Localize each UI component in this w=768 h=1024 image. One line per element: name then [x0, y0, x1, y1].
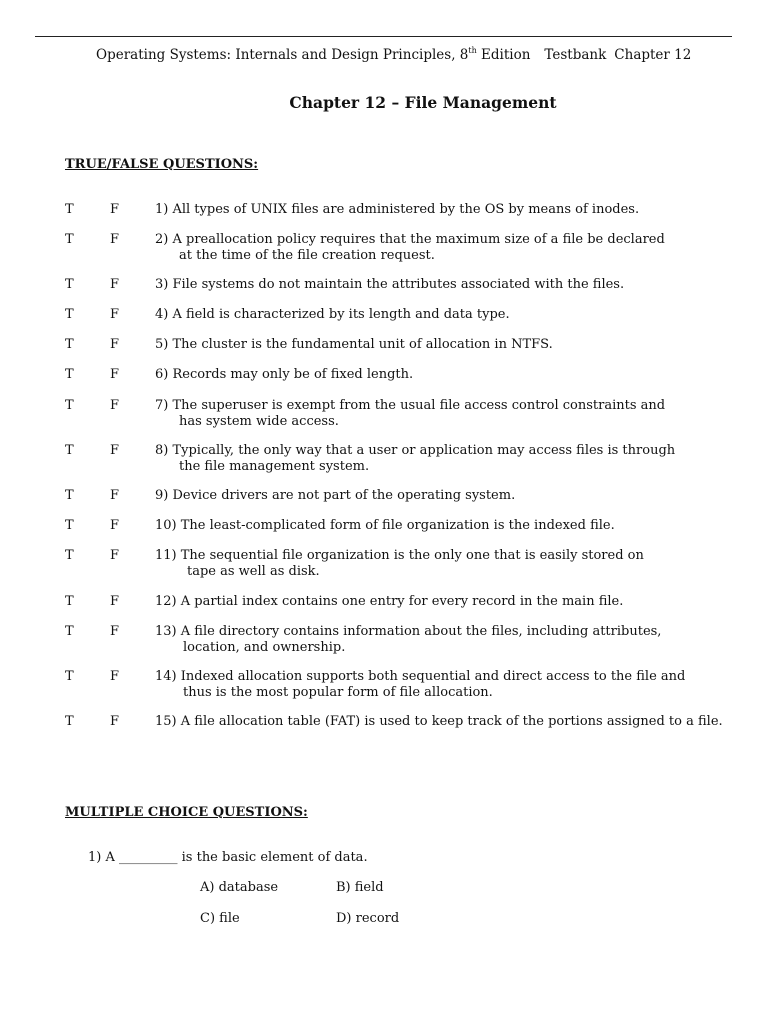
header-testbank: Testbank — [544, 47, 607, 63]
true-option[interactable]: T — [65, 443, 74, 458]
tf-question-line: 9) Device drivers are not part of the operating system. — [155, 488, 516, 503]
false-option[interactable]: F — [110, 669, 120, 684]
true-option[interactable]: T — [65, 594, 74, 609]
false-option[interactable]: F — [110, 367, 120, 382]
header-rule — [35, 36, 732, 37]
tf-question-line-continued: the file management system. — [179, 459, 370, 474]
tf-question-text — [155, 277, 725, 292]
tf-question-line: 6) Records may only be of fixed length. — [155, 367, 414, 382]
mc-section-heading: MULTIPLE CHOICE QUESTIONS: — [65, 805, 308, 820]
tf-question-text — [155, 202, 725, 217]
tf-question-line: 8) Typically, the only way that a user or application may access files is through — [155, 443, 676, 458]
false-option[interactable]: F — [110, 337, 120, 352]
true-option[interactable]: T — [65, 337, 74, 352]
true-option[interactable]: T — [65, 669, 74, 684]
page-title: Chapter 12 – File Management — [289, 93, 557, 112]
mc-option-d: D) record — [336, 911, 400, 926]
tf-question-line-continued: at the time of the file creation request. — [179, 248, 435, 263]
false-option[interactable]: F — [110, 232, 120, 247]
tf-question-text — [155, 337, 725, 352]
false-option[interactable]: F — [110, 518, 120, 533]
tf-question-line: 5) The cluster is the fundamental unit of allocation in NTFS. — [155, 337, 553, 352]
false-option[interactable]: F — [110, 398, 120, 413]
mc-option-b: B) field — [336, 880, 384, 895]
tf-question-text — [155, 488, 725, 503]
header-book-title: Operating Systems: Internals and Design Principles, 8 — [96, 47, 469, 63]
header-edition: Edition — [476, 47, 531, 63]
tf-question-text — [155, 367, 725, 382]
tf-question-text — [155, 594, 725, 609]
true-option[interactable]: T — [65, 398, 74, 413]
false-option[interactable]: F — [110, 594, 120, 609]
tf-question-line: 15) A file allocation table (FAT) is used to keep track of the portions assigned to a file. — [155, 714, 723, 729]
false-option[interactable]: F — [110, 277, 120, 292]
tf-question-line-continued: tape as well as disk. — [187, 564, 320, 579]
false-option[interactable]: F — [110, 202, 120, 217]
tf-question-line: 11) The sequential file organization is the only one that is easily stored on — [155, 548, 644, 563]
tf-question-text — [155, 624, 725, 655]
mc-option-a: A) database — [200, 880, 279, 895]
tf-question-line-continued: location, and ownership. — [183, 640, 346, 655]
true-option[interactable]: T — [65, 232, 74, 247]
false-option[interactable]: F — [110, 548, 120, 563]
true-option[interactable]: T — [65, 277, 74, 292]
true-option[interactable]: T — [65, 624, 74, 639]
true-option[interactable]: T — [65, 367, 74, 382]
header-edition-sup: th — [468, 46, 477, 55]
tf-question-line: 13) A file directory contains information about the files, including attributes, — [155, 624, 662, 639]
true-option[interactable]: T — [65, 202, 74, 217]
tf-question-text — [155, 307, 725, 322]
false-option[interactable]: F — [110, 307, 120, 322]
false-option[interactable]: F — [110, 624, 120, 639]
true-option[interactable]: T — [65, 307, 74, 322]
true-option[interactable]: T — [65, 714, 74, 729]
tf-question-text — [155, 669, 725, 700]
running-header — [96, 47, 691, 63]
true-option[interactable]: T — [65, 548, 74, 563]
true-option[interactable]: T — [65, 488, 74, 503]
tf-question-text — [155, 398, 725, 429]
tf-question-text — [155, 443, 725, 474]
tf-section-heading: TRUE/FALSE QUESTIONS: — [65, 157, 259, 172]
tf-question-text — [155, 714, 725, 729]
true-option[interactable]: T — [65, 518, 74, 533]
tf-question-line: 2) A preallocation policy requires that the maximum size of a file be declared — [155, 232, 665, 247]
tf-question-line: 10) The least-complicated form of file organization is the indexed file. — [155, 518, 615, 533]
tf-question-text — [155, 518, 725, 533]
tf-question-text — [155, 548, 725, 579]
tf-question-line: 12) A partial index contains one entry for every record in the main file. — [155, 594, 624, 609]
tf-question-line-continued: thus is the most popular form of file allocation. — [183, 685, 493, 700]
tf-question-line: 14) Indexed allocation supports both sequential and direct access to the file and — [155, 669, 686, 684]
tf-question-line: 1) All types of UNIX files are administered by the OS by means of inodes. — [155, 202, 640, 217]
tf-question-line: 4) A field is characterized by its length and data type. — [155, 307, 510, 322]
tf-question-line-continued: has system wide access. — [179, 414, 339, 429]
mc-question-1: 1) A _________ is the basic element of data. — [88, 850, 368, 865]
tf-question-line: 7) The superuser is exempt from the usual file access control constraints and — [155, 398, 666, 413]
false-option[interactable]: F — [110, 714, 120, 729]
false-option[interactable]: F — [110, 488, 120, 503]
false-option[interactable]: F — [110, 443, 120, 458]
tf-question-text — [155, 232, 725, 263]
header-chapter: Chapter 12 — [614, 47, 692, 63]
tf-question-line: 3) File systems do not maintain the attributes associated with the files. — [155, 277, 625, 292]
mc-option-c: C) file — [200, 911, 240, 926]
